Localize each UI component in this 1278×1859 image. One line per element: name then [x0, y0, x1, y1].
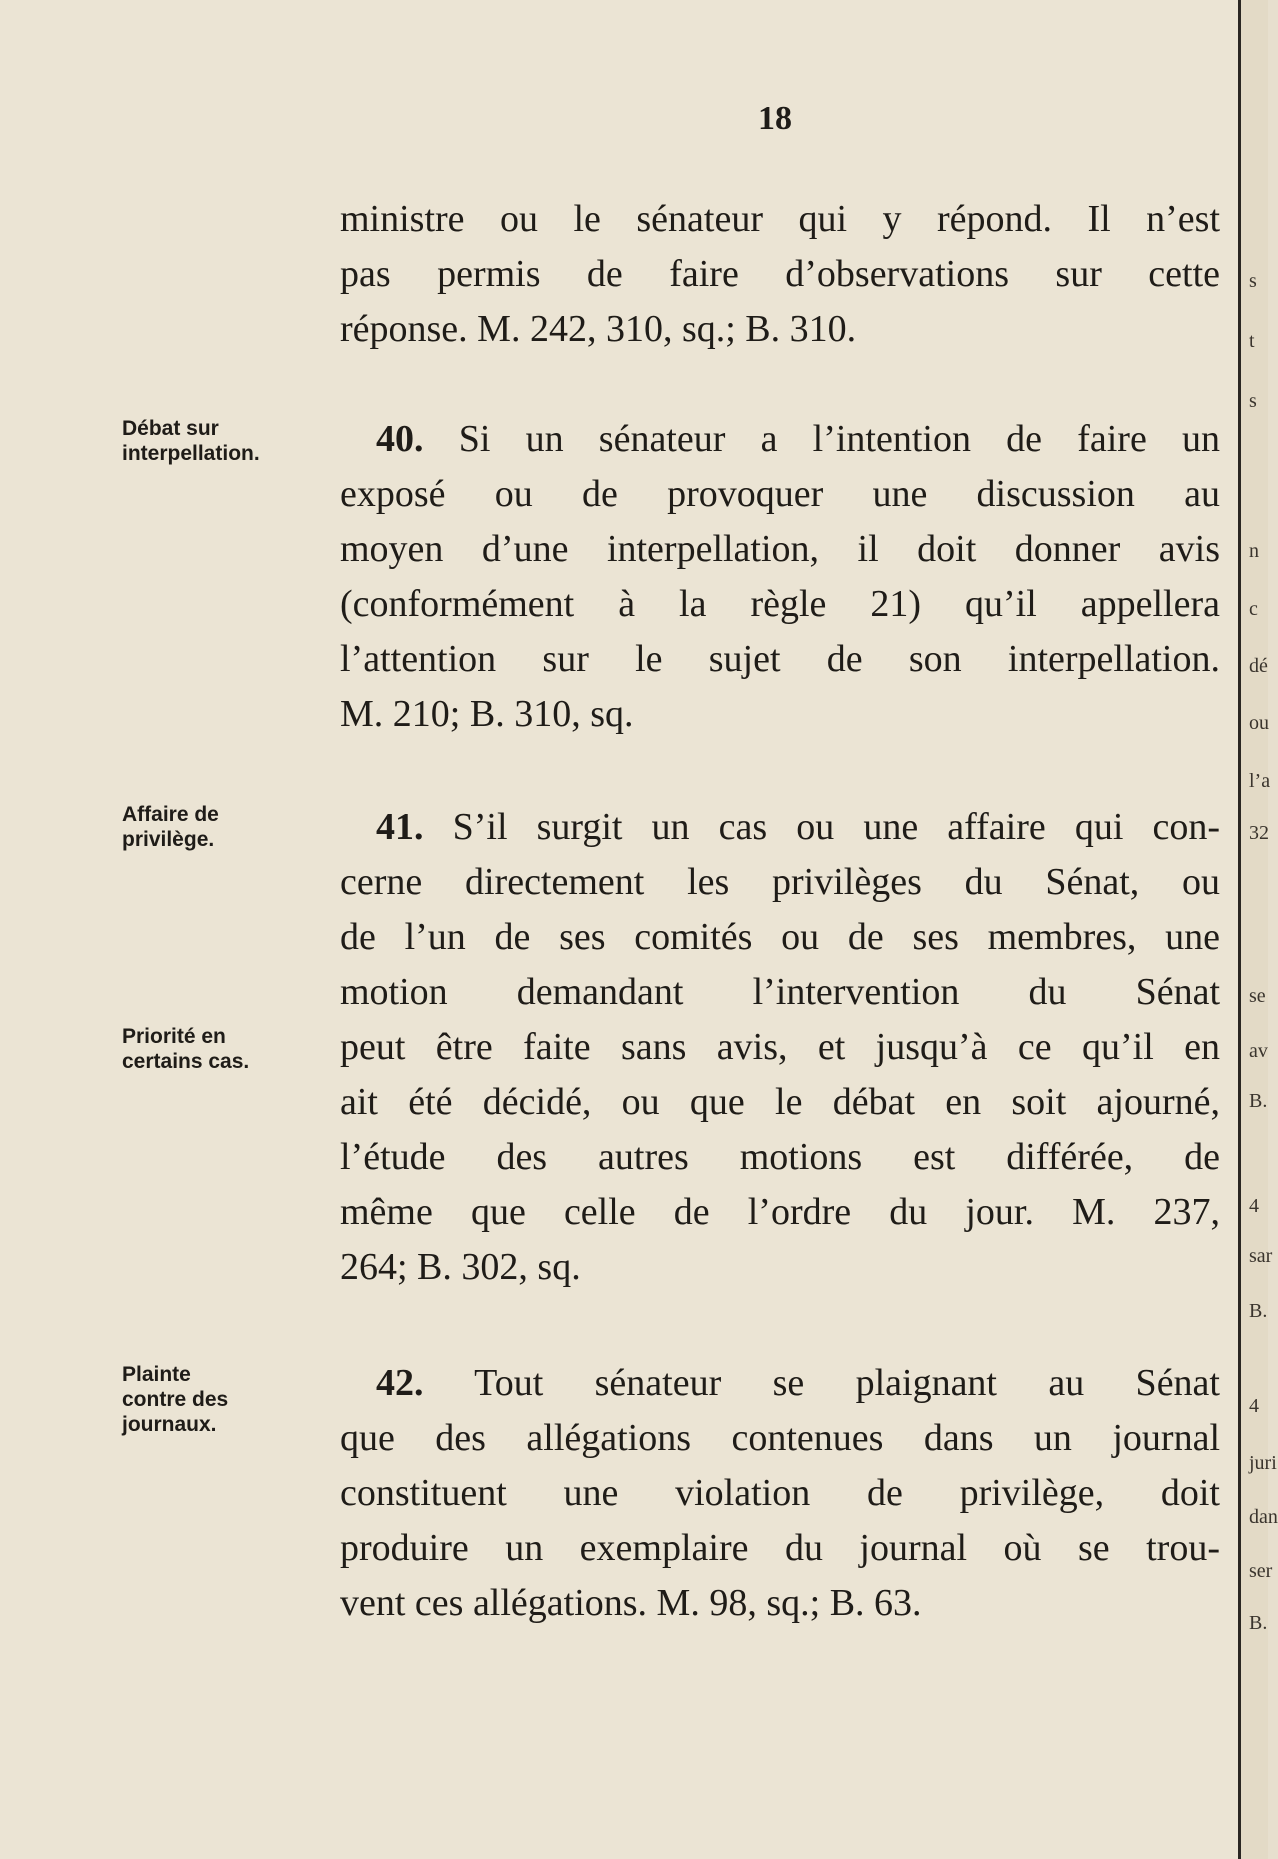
- text-line: 264; B. 302, sq.: [340, 1246, 581, 1288]
- spine-fragment: 32: [1249, 822, 1269, 844]
- spine-fragment: dan: [1249, 1506, 1278, 1528]
- spine-fragment: n: [1249, 540, 1259, 562]
- spine-fragment: B.: [1249, 1090, 1268, 1112]
- text-line: l’étude des autres motions est différée, de: [340, 1136, 1220, 1178]
- text-line: peut être faite sans avis, et jusqu’à ce qu’il en: [340, 1026, 1220, 1068]
- spine-fragment: ser: [1249, 1560, 1273, 1582]
- continuation-paragraph: [340, 192, 1220, 357]
- spine-fragment: c: [1249, 598, 1258, 620]
- article-first-line: [340, 1356, 1220, 1411]
- margin-note-line: contre des: [122, 1388, 229, 1411]
- text-line: même que celle de l’ordre du jour. M. 237,: [340, 1191, 1220, 1233]
- spine-fragment: s: [1249, 390, 1257, 412]
- margin-note-line: certains cas.: [122, 1050, 250, 1073]
- article-first-text: S’il surgit un cas ou une affaire qui con-: [452, 806, 1221, 848]
- text-line: l’attention sur le sujet de son interpellation.: [340, 638, 1220, 680]
- article-number: 42.: [376, 1362, 424, 1404]
- article-40: [340, 412, 1220, 742]
- spine-fragment: dé: [1249, 655, 1268, 677]
- margin-note-affaire-privilege: [122, 802, 322, 852]
- spine-fragment: t: [1249, 330, 1255, 352]
- text-line: vent ces allégations. M. 98, sq.; B. 63.: [340, 1582, 922, 1624]
- margin-note-line: Priorité en: [122, 1025, 226, 1048]
- text-line: ministre ou le sénateur qui y répond. Il n’est: [340, 198, 1220, 240]
- spine-fragment: B.: [1249, 1612, 1268, 1634]
- article-first-line: [340, 412, 1220, 467]
- margin-note-line: Débat sur: [122, 417, 219, 440]
- spine-fragment: 4: [1249, 1395, 1259, 1417]
- spine-fragment: l’a: [1249, 770, 1271, 792]
- spine-fragment: 4: [1249, 1195, 1259, 1217]
- text-line: (conformément à la règle 21) qu’il appellera: [340, 583, 1220, 625]
- margin-note-line: interpellation.: [122, 442, 260, 465]
- spine-fragment: ou: [1249, 712, 1269, 734]
- article-first-text: Tout sénateur se plaignant au Sénat: [474, 1362, 1220, 1404]
- article-number: 40.: [376, 418, 424, 460]
- article-42: [340, 1356, 1220, 1631]
- margin-note-line: privilège.: [122, 828, 215, 851]
- article-41: [340, 800, 1220, 1295]
- text-line: de l’un de ses comités ou de ses membres, une: [340, 916, 1220, 958]
- text-line: moyen d’une interpellation, il doit donner avis: [340, 528, 1220, 570]
- spine-fragment: B.: [1249, 1300, 1268, 1322]
- spine-fragment: s: [1249, 270, 1257, 292]
- article-first-text: Si un sénateur a l’intention de faire un: [458, 418, 1220, 460]
- margin-note-plainte-journaux: [122, 1362, 322, 1437]
- text-line: ait été décidé, ou que le débat en soit ajourné,: [340, 1081, 1220, 1123]
- text-line: exposé ou de provoquer une discussion au: [340, 473, 1220, 515]
- text-line: constituent une violation de privilège, doit: [340, 1472, 1220, 1514]
- text-line: motion demandant l’intervention du Sénat: [340, 971, 1220, 1013]
- spine-fragment: sar: [1249, 1245, 1273, 1267]
- margin-note-line: Affaire de: [122, 803, 219, 826]
- article-first-line: [340, 800, 1220, 855]
- text-line: cerne directement les privilèges du Sénat, ou: [340, 861, 1220, 903]
- margin-note-line: journaux.: [122, 1413, 217, 1436]
- article-number: 41.: [376, 806, 424, 848]
- page-spine: [1238, 0, 1278, 1859]
- text-line: que des allégations contenues dans un journal: [340, 1417, 1220, 1459]
- spine-fragment: juri: [1249, 1452, 1277, 1474]
- text-line: pas permis de faire d’observations sur cette: [340, 253, 1220, 295]
- margin-note-line: Plainte: [122, 1363, 191, 1386]
- spine-fragment: se: [1249, 985, 1266, 1007]
- margin-note-debat-interpellation: [122, 416, 322, 466]
- page-number: 18: [758, 100, 792, 137]
- text-line: produire un exemplaire du journal où se trou-: [340, 1527, 1220, 1569]
- margin-note-priorite: [122, 1024, 322, 1074]
- spine-fragment: av: [1249, 1040, 1268, 1062]
- text-line: réponse. M. 242, 310, sq.; B. 310.: [340, 308, 857, 350]
- text-line: M. 210; B. 310, sq.: [340, 693, 634, 735]
